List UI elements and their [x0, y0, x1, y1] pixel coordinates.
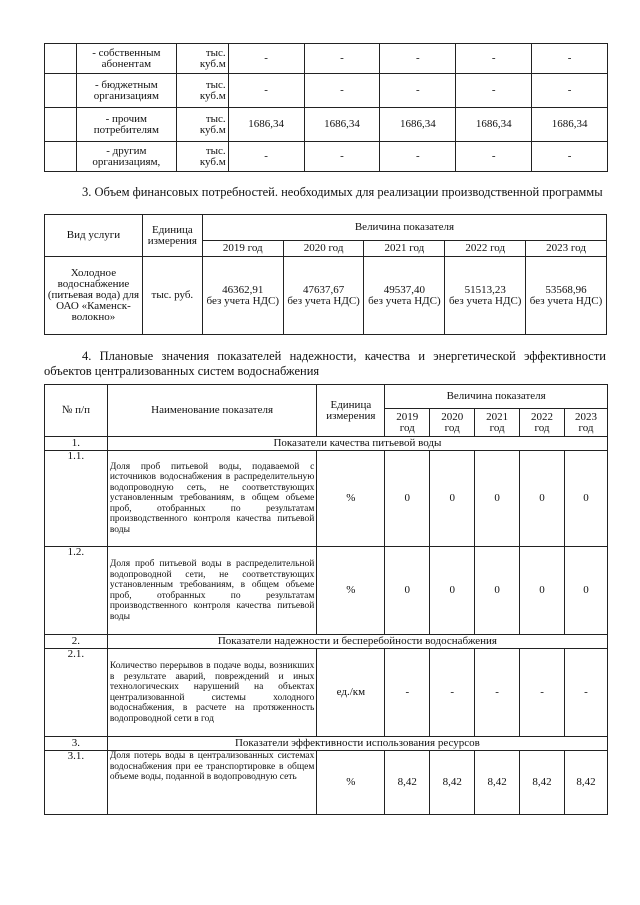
year-header: 2019 год: [202, 241, 283, 257]
cell-value: -: [456, 142, 532, 172]
row-unit: тыс. куб.м: [176, 142, 228, 172]
item-value: -: [520, 649, 565, 737]
group-row: [45, 737, 608, 751]
year-header: 2019 год: [385, 409, 430, 437]
group-row: [45, 437, 608, 451]
cell-value: -: [532, 142, 608, 172]
item-value: 8,42: [565, 751, 608, 815]
group-num: 2.: [45, 635, 108, 649]
amount-cell: 51513,23 без учета НДС): [445, 257, 526, 335]
table-row: [45, 257, 607, 335]
table-row: [45, 751, 608, 815]
year-header: 2021 год: [364, 241, 445, 257]
item-value: 0: [430, 547, 475, 635]
item-value: -: [475, 649, 520, 737]
col-num: № п/п: [45, 385, 108, 437]
section4-heading: 4. Плановые значения показателей надежности, качества и энергетической эффективности объектов централизованных систем водоснабжения: [44, 349, 606, 378]
item-value: 8,42: [520, 751, 565, 815]
item-value: 8,42: [385, 751, 430, 815]
finance-table: [44, 214, 607, 335]
service-unit: тыс. руб.: [142, 257, 202, 335]
year-header: 2020 год: [430, 409, 475, 437]
cell-value: -: [304, 142, 380, 172]
group-num: 1.: [45, 437, 108, 451]
cell-value: -: [304, 44, 380, 74]
item-name: Доля проб питьевой воды, подаваемой с источников водоснабжения в распределительную водопроводную сеть, не соответствующих установленным требованиям, в общем объеме проб, отобранных по результатам производственного контроля качества питьевой воды: [107, 451, 317, 547]
amount-cell: 49537,40 без учета НДС): [364, 257, 445, 335]
item-value: 8,42: [430, 751, 475, 815]
table-row: [45, 74, 608, 108]
year-header: 2021 год: [475, 409, 520, 437]
section3-heading: 3. Объем финансовых потребностей. необходимых для реализации производственной программы: [82, 185, 603, 199]
col-unit: Единица измерения: [317, 385, 385, 437]
group-num: 3.: [45, 737, 108, 751]
table-row: [45, 547, 608, 635]
cell-value: -: [304, 74, 380, 108]
item-value: 0: [385, 547, 430, 635]
item-num: 1.1.: [45, 451, 108, 547]
item-value: -: [565, 649, 608, 737]
table-row: [45, 108, 608, 142]
year-header: 2022 год: [445, 241, 526, 257]
service-name: Холодное водоснабжение (питьевая вода) для ОАО «Каменск-волокно»: [45, 257, 143, 335]
amount-cell: 46362,91 без учета НДС): [202, 257, 283, 335]
row-unit: тыс. куб.м: [176, 44, 228, 74]
item-value: 0: [565, 547, 608, 635]
cell-value: 1686,34: [456, 108, 532, 142]
item-name: Доля потерь воды в централизованных системах водоснабжения при ее транспортировке в общем объеме воды, поданной в водопроводную сеть: [107, 751, 317, 815]
item-value: 0: [475, 451, 520, 547]
amount-cell: 47637,67 без учета НДС): [283, 257, 364, 335]
col-name: Наименование показателя: [107, 385, 317, 437]
cell-value: -: [456, 74, 532, 108]
item-value: 0: [475, 547, 520, 635]
year-header: 2022 год: [520, 409, 565, 437]
table-row: [45, 142, 608, 172]
cell-value: 1686,34: [304, 108, 380, 142]
cell-value: -: [380, 74, 456, 108]
item-value: 0: [565, 451, 608, 547]
item-unit: %: [317, 751, 385, 815]
col-unit: Единица измерения: [142, 215, 202, 257]
cell-value: 1686,34: [228, 108, 304, 142]
row-unit: тыс. куб.м: [176, 108, 228, 142]
item-value: 0: [520, 547, 565, 635]
item-value: 8,42: [475, 751, 520, 815]
cell-value: -: [228, 44, 304, 74]
item-unit: %: [317, 451, 385, 547]
item-unit: ед./км: [317, 649, 385, 737]
cell-value: -: [380, 142, 456, 172]
cell-value: 1686,34: [380, 108, 456, 142]
item-num: 1.2.: [45, 547, 108, 635]
col-value: Величина показателя: [385, 385, 608, 409]
cell-value: -: [228, 74, 304, 108]
cell-value: -: [228, 142, 304, 172]
item-value: -: [430, 649, 475, 737]
cell-value: -: [532, 44, 608, 74]
item-num: 3.1.: [45, 751, 108, 815]
item-value: 0: [430, 451, 475, 547]
cell-value: -: [456, 44, 532, 74]
col-service: Вид услуги: [45, 215, 143, 257]
item-unit: %: [317, 547, 385, 635]
item-num: 2.1.: [45, 649, 108, 737]
year-header: 2023 год: [565, 409, 608, 437]
group-title: Показатели эффективности использования ресурсов: [107, 737, 607, 751]
year-header: 2020 год: [283, 241, 364, 257]
row-name: - прочим потребителям: [76, 108, 176, 142]
col-value: Величина показателя: [202, 215, 606, 241]
amount-cell: 53568,96 без учета НДС): [526, 257, 607, 335]
item-name: Количество перерывов в подаче воды, возникших в результате аварий, повреждений и иных технологических нарушений на объектах централизованной системы холодного водоснабжения, в расчете на протяженность водопроводной сети в год: [107, 649, 317, 737]
table-row: [45, 451, 608, 547]
item-value: -: [385, 649, 430, 737]
row-name: - собственным абонентам: [76, 44, 176, 74]
row-name: - другим организациям,: [76, 142, 176, 172]
group-row: [45, 635, 608, 649]
row-name: - бюджетным организациям: [76, 74, 176, 108]
cell-value: 1686,34: [532, 108, 608, 142]
volume-table: [44, 43, 608, 172]
cell-value: -: [380, 44, 456, 74]
year-header: 2023 год: [526, 241, 607, 257]
group-title: Показатели качества питьевой воды: [107, 437, 607, 451]
cell-value: -: [532, 74, 608, 108]
indicators-table: [44, 384, 608, 815]
item-value: 0: [520, 451, 565, 547]
item-name: Доля проб питьевой воды в распределительной водопроводной сети, не соответствующих установленным требованиям, в общем объеме проб, отобранных по результатам производственного контроля качества питьевой воды: [107, 547, 317, 635]
group-title: Показатели надежности и бесперебойности водоснабжения: [107, 635, 607, 649]
table-row: [45, 44, 608, 74]
row-unit: тыс. куб.м: [176, 74, 228, 108]
item-value: 0: [385, 451, 430, 547]
table-row: [45, 649, 608, 737]
